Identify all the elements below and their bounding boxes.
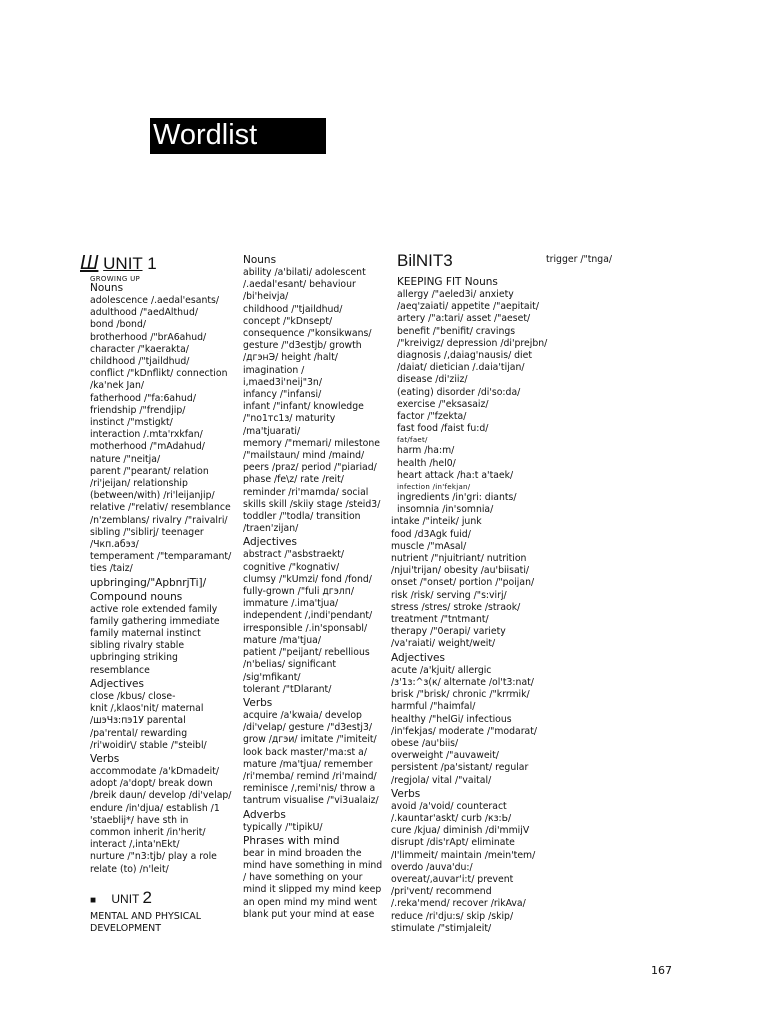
compound-nouns-list <box>90 604 240 677</box>
list-item: ingredients /in'gri: diants/ <box>397 492 517 504</box>
list-item: mind it slipped my mind keep <box>243 884 382 896</box>
list-item: knit /,klaos'nit/ maternal <box>90 703 204 715</box>
list-item: food /d3Agk fuid/ <box>391 528 471 540</box>
list-item: acute /a'kjuit/ allergic <box>391 664 492 676</box>
list-item: close /kbus/ close- <box>90 690 176 702</box>
list-item: disrupt /dis'rApt/ eliminate <box>391 837 515 849</box>
list-item: interaction /.mta'rxkfan/ <box>90 429 203 441</box>
list-item: overweight /"auvaweit/ <box>391 750 499 762</box>
list-item: fast food /faist fu:d/ <box>397 423 489 435</box>
list-item: /breik daun/ develop /di'velap/ <box>90 790 232 802</box>
list-item: /traen'zijan/ <box>243 523 299 535</box>
page-number: 167 <box>651 964 672 977</box>
adverbs-list <box>243 822 393 834</box>
nouns-heading: Nouns <box>90 282 124 294</box>
list-item: consequence /"konsikwans/ <box>243 328 372 340</box>
column-2 <box>243 253 393 921</box>
list-item: brotherhood /"brA6ahud/ <box>90 331 207 343</box>
list-item: /ri'memba/ remind /ri'maind/ <box>243 770 377 782</box>
list-item: disease /di'ziiz/ <box>397 374 468 386</box>
list-item: grow /дгэи/ imitate /"imiteit/ <box>243 734 377 746</box>
nouns-list-a <box>397 289 548 435</box>
list-item: ties /taiz/ <box>90 563 133 575</box>
list-item: immature /.ima'tjua/ <box>243 598 339 610</box>
list-item: /"no1тс1з/ maturity <box>243 413 336 425</box>
list-item: /va'raiati/ weight/weit/ <box>391 638 496 650</box>
fat-entry: fat/faet/ <box>397 436 428 445</box>
list-item: nurture /"n3:tjb/ play a role <box>90 851 217 863</box>
column-1 <box>80 252 240 935</box>
list-item: harmful /"haimfal/ <box>391 701 476 713</box>
nouns-heading: Nouns <box>243 254 277 266</box>
list-item: ability /a'bilati/ adolescent <box>243 267 366 278</box>
list-item: gesture /"d3estjb/ growth <box>243 340 362 352</box>
list-item: active role extended family <box>90 603 218 615</box>
list-item: clumsy /"kUmzi/ fond /fond/ <box>243 573 372 585</box>
list-item: relate (to) /n'leit/ <box>90 863 169 875</box>
list-item: /pa'rental/ rewarding <box>90 727 188 739</box>
list-item: acquire /a'kwaia/ develop <box>243 709 362 721</box>
list-item: brisk /"brisk/ chronic /"krrmik/ <box>391 689 530 701</box>
list-item: diagnosis /,daiag'nausis/ diet <box>397 350 533 362</box>
list-item: overeat/,auvar'i:t/ prevent <box>391 873 514 885</box>
list-item: treatment /"tntmant/ <box>391 614 489 626</box>
list-item: tolerant /"tDlarant/ <box>243 683 332 695</box>
list-item: /regjola/ vital /"vaital/ <box>391 774 492 786</box>
list-item: bond /bond/ <box>90 319 146 331</box>
list-item: /"kreivigz/ depression /di'prejbn/ <box>397 337 548 349</box>
list-item: artery /"a:tari/ asset /"aeset/ <box>397 313 531 325</box>
list-item: look back master/'ma:st a/ <box>243 746 367 758</box>
list-item: i,maed3i'neij"3n/ <box>243 376 322 388</box>
list-item: mature /ma'tjua/ remember <box>243 758 373 770</box>
list-item: reminder /ri'mamda/ social <box>243 486 369 498</box>
list-item: friendship /"frendjip/ <box>90 404 186 416</box>
list-item: heart attack /ha:t a'taek/ <box>397 469 514 481</box>
nouns-list-c <box>391 492 541 651</box>
list-item: instinct /"mstigkt/ <box>90 417 173 429</box>
list-item: motherhood /"mAdahud/ <box>90 441 205 453</box>
list-item: blank put your mind at ease <box>243 908 375 920</box>
list-item: healthy /"helGi/ infectious <box>391 713 512 725</box>
list-item: reduce /ri'dju:s/ skip /skip/ <box>391 910 514 922</box>
list-item: insomnia /in'somnia/ <box>397 504 494 516</box>
upbringing-entry: upbringing/"ApbnrjTi]/ <box>90 576 207 589</box>
list-item: family maternal instinct <box>90 628 201 640</box>
list-item: common inherit /in'herit/ <box>90 826 206 838</box>
growing-up-subheading: GROWING UP <box>90 275 141 283</box>
verbs-list <box>391 801 541 935</box>
list-item: /n'belias/ significant <box>243 659 337 671</box>
adjectives-list <box>243 549 393 695</box>
list-item: /in'fekjas/ moderate /"modarat/ <box>391 725 538 737</box>
column-3 <box>391 250 548 935</box>
verbs-list <box>90 766 240 876</box>
list-item: benefit /"benifit/ cravings <box>397 325 516 337</box>
list-item: infant /"infant/ knowledge <box>243 401 364 413</box>
list-item: peers /praz/ period /"piariad/ <box>243 462 377 474</box>
list-item: exercise /"eksasaiz/ <box>397 398 489 410</box>
list-item: resemblance <box>90 664 150 676</box>
list-item: fatherhood /"fa:6ahud/ <box>90 392 196 404</box>
column-4 <box>546 254 646 266</box>
list-item: upbringing striking <box>90 652 178 664</box>
unit-1-word: UNIT <box>103 254 143 273</box>
list-item: factor /"fzekta/ <box>397 411 467 423</box>
list-item: /sig'mfikant/ <box>243 671 301 683</box>
square-bullet-icon: ■ <box>90 894 97 906</box>
nouns-list <box>243 267 393 535</box>
list-item: /n'zemblans/ rivalry /"raivalri/ <box>90 514 228 526</box>
unit-3-heading: BilNIT3 <box>397 251 453 270</box>
list-item: 'staeblij*/ have sth in <box>90 814 189 826</box>
nouns-list <box>90 295 240 576</box>
list-item: /.kauntar'askt/ curb /кз:Ь/ <box>391 812 512 824</box>
list-item: abstract /"asbstraekt/ <box>243 549 345 561</box>
unit-2-subtitle-line-2: DEVELOPMENT <box>90 922 162 934</box>
list-item: /Чкп.абэз/ <box>90 539 139 551</box>
list-item: endure /in'djua/ establish /1 <box>90 802 220 814</box>
list-item: toddler /"todla/ transition <box>243 511 361 523</box>
list-item: /"mailstaun/ mind /maind/ <box>243 450 365 462</box>
adjectives-heading: Adjectives <box>90 677 144 690</box>
unit-1-heading <box>80 253 240 274</box>
list-item: onset /"onset/ portion /"poijan/ <box>391 577 535 589</box>
list-item: /bi'heivja/ <box>243 291 289 303</box>
list-item: reminisce /,remi'nis/ throw a <box>243 783 376 795</box>
list-item: relative /"relativ/ resemblance <box>90 502 231 514</box>
list-item: /ka'nek Jan/ <box>90 380 145 392</box>
list-item: muscle /"mAsal/ <box>391 540 467 552</box>
list-item: cure /kjua/ diminish /di'mmijV <box>391 825 530 837</box>
adjectives-list <box>90 691 240 752</box>
phrases-heading: Phrases with mind <box>243 834 340 847</box>
list-item: /дгэнЭ/ height /halt/ <box>243 352 338 364</box>
list-item: concept /"kDnsept/ <box>243 315 333 327</box>
list-item: therapy /"0erapi/ variety <box>391 626 506 638</box>
list-item: temperament /"temparamant/ <box>90 551 232 563</box>
list-item: /шэЧз:пэ1У parental <box>90 715 186 727</box>
verbs-list <box>243 710 393 808</box>
list-item: bear in mind broaden the <box>243 847 362 859</box>
list-item: /ri'woidir\/ stable /"steibl/ <box>90 739 207 751</box>
adjectives-heading: Adjectives <box>391 651 445 664</box>
list-item: / have something on your <box>243 872 363 884</box>
list-item: /ma'tjuarati/ <box>243 425 301 437</box>
verbs-heading: Verbs <box>391 787 421 800</box>
verbs-heading: Verbs <box>90 752 120 765</box>
list-item: overdo /auva'du:/ <box>391 861 473 873</box>
list-item: mind have something in mind <box>243 859 383 871</box>
list-item: health /hel0/ <box>397 457 456 469</box>
list-item: /з'1з:^з(к/ alternate /ol't3:nat/ <box>391 676 534 688</box>
list-item: mature /ma'tjua/ <box>243 634 321 646</box>
list-item: childhood /"tjaildhud/ <box>243 303 343 315</box>
list-item: infancy /"infansi/ <box>243 389 322 401</box>
list-item: family gathering immediate <box>90 615 220 627</box>
adjectives-heading: Adjectives <box>243 536 297 549</box>
phrases-list <box>243 848 393 921</box>
list-item: skills skill /skiiy stage /steid3/ <box>243 498 381 510</box>
list-item: nature /"neitja/ <box>90 453 161 465</box>
list-item: an open mind my mind went <box>243 896 377 908</box>
list-item: /di'velap/ gesture /"d3estj3/ <box>243 722 373 734</box>
list-item: persistent /pa'sistant/ regular <box>391 762 529 774</box>
list-item: fully-grown /"fuli дгэлп/ <box>243 586 354 598</box>
list-item: stress /stres/ stroke /straok/ <box>391 601 521 613</box>
list-item: harm /ha:m/ <box>397 445 455 457</box>
list-item: stimulate /"stimjaleit/ <box>391 922 492 934</box>
list-item: tantrum visualise /"vi3ualaiz/ <box>243 795 379 807</box>
list-item: character /"kaerakta/ <box>90 343 189 355</box>
compound-nouns-heading: Compound nouns <box>90 590 183 603</box>
page-title: Wordlist <box>150 118 326 154</box>
list-item: adopt /a'dopt/ break down <box>90 778 213 790</box>
list-item: (between/with) /ri'leijanjip/ <box>90 490 215 502</box>
unit-2-number: 2 <box>142 887 152 907</box>
list-item: (eating) disorder /di'so:da/ <box>397 386 521 398</box>
unit-2-heading <box>90 888 240 911</box>
adjectives-list <box>391 665 541 787</box>
list-item: interact /,inta'nEkt/ <box>90 839 180 851</box>
list-item: allergy /"aeled3i/ anxiety <box>397 289 514 300</box>
list-item: typically /"tipikU/ <box>243 821 323 833</box>
nouns-list-b <box>397 445 541 482</box>
keeping-fit-heading: KEEPING FIT Nouns <box>397 276 498 288</box>
list-item: /aeq'zaiati/ appetite /"aepitait/ <box>397 301 539 313</box>
list-item: avoid /a'void/ counteract <box>391 800 507 812</box>
unit-2-word: UNIT <box>111 891 140 906</box>
infection-entry: infection /in'fekjan/ <box>397 483 471 492</box>
list-item: trigger /"tnga/ <box>546 254 613 265</box>
list-item: irresponsible /.in'sponsabl/ <box>243 622 368 634</box>
unit-1-number: 1 <box>147 254 157 273</box>
list-item: /pri'vent/ recommend <box>391 886 492 898</box>
verbs-heading: Verbs <box>243 696 273 709</box>
list-item: childhood /"tjaildhud/ <box>90 356 190 368</box>
list-item: sibling rivalry stable <box>90 640 185 652</box>
list-item: conflict /"kDnflikt/ connection <box>90 368 228 380</box>
list-item: parent /"pearant/ relation <box>90 465 209 477</box>
list-item: adolescence /.aedal'esants/ <box>90 295 219 306</box>
list-item: /njui'trijan/ obesity /au'biisati/ <box>391 565 530 577</box>
list-item: intake /"inteik/ junk <box>391 516 482 528</box>
unit-2-subtitle-line-1: MENTAL AND PHYSICAL <box>90 910 202 922</box>
list-item: /.reka'mend/ recover /rikAva/ <box>391 898 526 910</box>
list-item: /daiat/ dietician /.daia'tijan/ <box>397 362 525 374</box>
list-item: independent /,indi'pendant/ <box>243 610 373 622</box>
list-item: /ri'jeijan/ relationship <box>90 478 188 490</box>
list-item: sibling /"siblirj/ teenager <box>90 526 204 538</box>
list-item: memory /"memari/ milestone <box>243 437 380 449</box>
list-item: cognitive /"kognativ/ <box>243 561 340 573</box>
list-item: adulthood /"aedAlthud/ <box>90 307 198 319</box>
list-item: accommodate /a'kDmadeit/ <box>90 765 219 777</box>
list-item: patient /"peijant/ rebellious <box>243 647 370 659</box>
list-item: obese /au'biis/ <box>391 737 459 749</box>
list-item: nutrient /"njuitriant/ nutrition <box>391 553 527 565</box>
list-item: phase /fe\z/ rate /reit/ <box>243 474 344 486</box>
unit-glyph: Ш <box>80 252 99 274</box>
list-item: /I'limmeit/ maintain /mein'tem/ <box>391 849 536 861</box>
list-item: /.aedal'esant/ behaviour <box>243 279 356 291</box>
adverbs-heading: Adverbs <box>243 808 286 821</box>
list-item: imagination / <box>243 364 305 376</box>
list-item: risk /risk/ serving /"s:virj/ <box>391 589 507 601</box>
